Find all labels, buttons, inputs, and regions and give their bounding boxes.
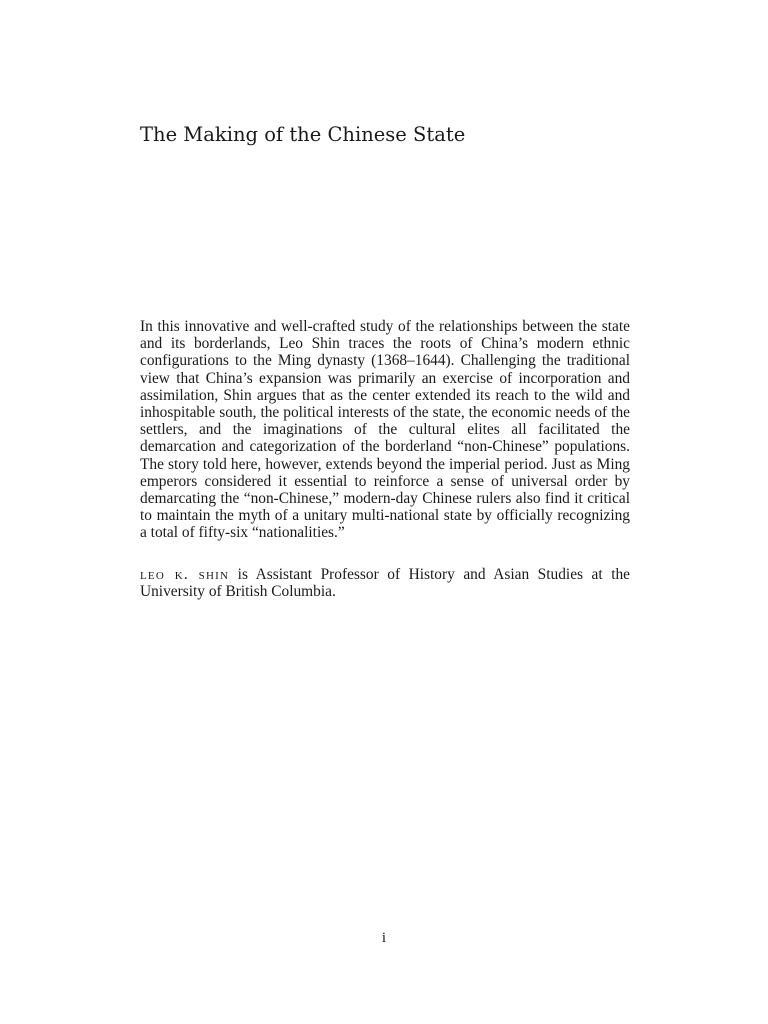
page-number: i (381, 930, 387, 946)
author-name: leo k. shin (140, 566, 230, 583)
author-note (140, 566, 630, 600)
author-bio: is Assistant Professor of History and Asian Studies at the University of British Columbia. (140, 566, 630, 601)
book-description: In this innovative and well-crafted study of the relationships between the state and its borderlands, Leo Shin traces the roots of China’s modern ethnic configurations to the Ming dynasty (1368–1644). Challenging the traditional view that China’s expansion was primarily an exercise of incorporation and assimilation, Shin argues that as the center extended its reach to the wild and inhospitable south, the political interests of the state, the economic needs of the settlers, and the imaginations of the cultural elites all facilitated the demarcation and categorization of the borderland “non-Chinese” populations. The story told here, however, extends beyond the imperial period. Just as Ming emperors considered it essential to reinforce a sense of universal order by demarcating the “non-Chinese,” modern-day Chinese rulers also find it critical to maintain the myth of a unitary multi-national state by officially recognizing a total of fifty-six “nationalities.” (140, 318, 630, 542)
book-title: The Making of the Chinese State (140, 123, 466, 146)
